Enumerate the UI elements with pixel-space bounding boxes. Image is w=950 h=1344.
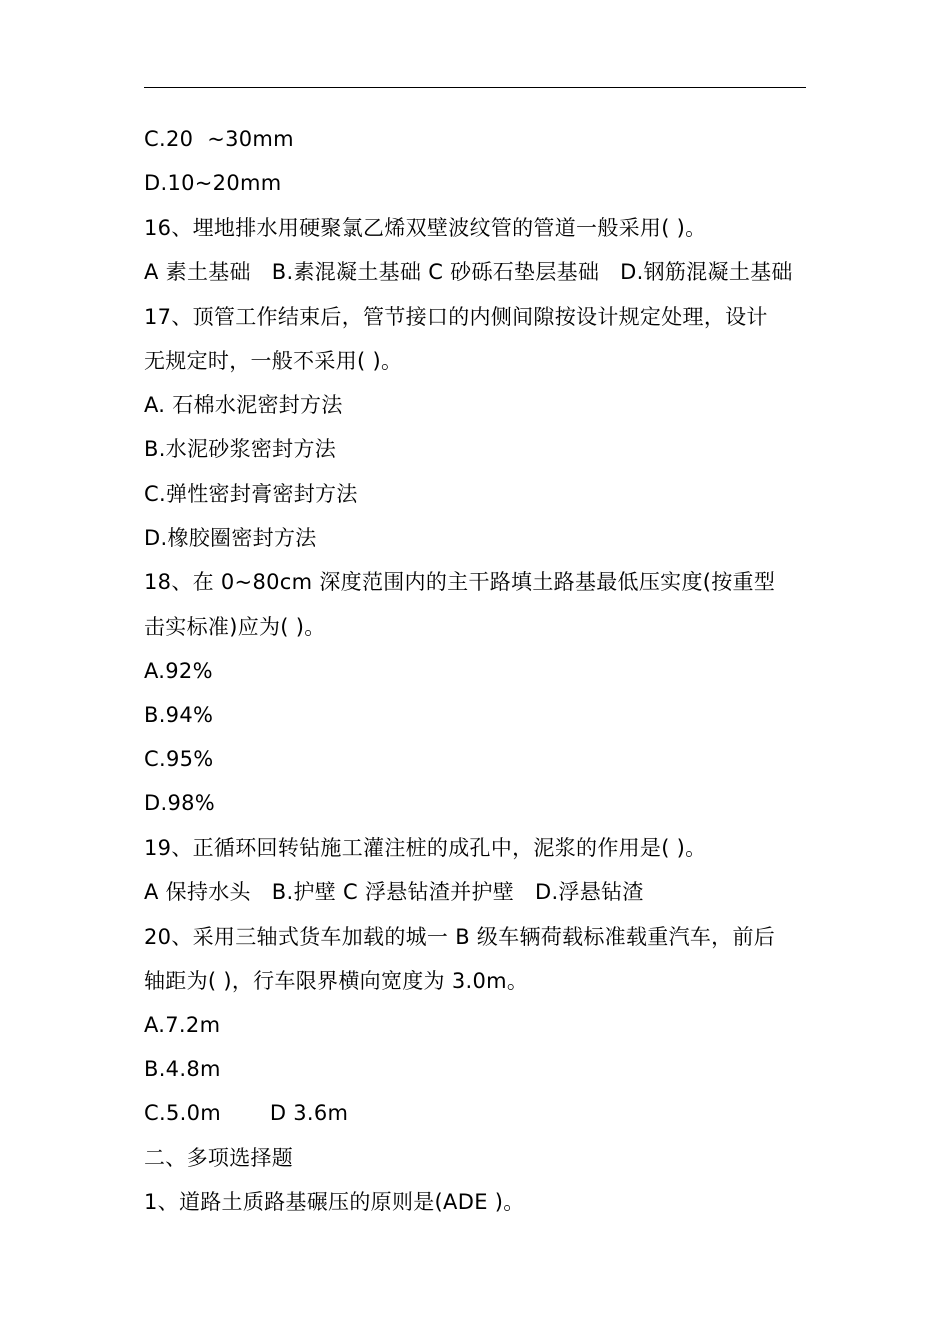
question-18-line-1: 18、在 0~80cm 深度范围内的主干路填土路基最低压实度(按重型 — [144, 570, 776, 594]
option-a-17: A. 石棉水泥密封方法 — [144, 393, 343, 417]
option-d-15: D.10~20mm — [144, 171, 282, 195]
option-b-18: B.94% — [144, 703, 214, 727]
section-heading-multiple-choice: 二、多项选择题 — [144, 1146, 294, 1170]
options-cd-20: C.5.0m D 3.6m — [144, 1101, 349, 1125]
question-17-line-2: 无规定时，一般不采用( )。 — [144, 349, 403, 373]
option-c-17: C.弹性密封膏密封方法 — [144, 482, 358, 506]
multi-question-1: 1、道路土质路基碾压的原则是(ADE )。 — [144, 1190, 525, 1214]
question-16: 16、埋地排水用硬聚氯乙烯双壁波纹管的管道一般采用( )。 — [144, 216, 707, 240]
option-b-17: B.水泥砂浆密封方法 — [144, 437, 337, 461]
option-a-18: A.92% — [144, 659, 213, 683]
question-20-line-1: 20、采用三轴式货车加载的城一 B 级车辆荷载标准载重汽车，前后 — [144, 925, 776, 949]
options-19: A 保持水头 B.护壁 C 浮悬钻渣并护壁 D.浮悬钻渣 — [144, 880, 644, 904]
header-rule — [144, 87, 806, 88]
question-20-line-2: 轴距为( )，行车限界横向宽度为 3.0m。 — [144, 969, 529, 993]
question-19: 19、正循环回转钻施工灌注桩的成孔中，泥浆的作用是( )。 — [144, 836, 707, 860]
question-17-line-1: 17、顶管工作结束后，管节接口的内侧间隙按设计规定处理，设计 — [144, 305, 768, 329]
option-b-20: B.4.8m — [144, 1057, 221, 1081]
options-16: A 素土基础 B.素混凝土基础 C 砂砾石垫层基础 D.钢筋混凝土基础 — [144, 260, 793, 284]
option-c-15: C.20 ~30mm — [144, 127, 294, 151]
option-d-18: D.98% — [144, 791, 216, 815]
option-a-20: A.7.2m — [144, 1013, 221, 1037]
option-c-18: C.95% — [144, 747, 214, 771]
option-d-17: D.橡胶圈密封方法 — [144, 526, 317, 550]
question-18-line-2: 击实标准)应为( )。 — [144, 615, 326, 639]
